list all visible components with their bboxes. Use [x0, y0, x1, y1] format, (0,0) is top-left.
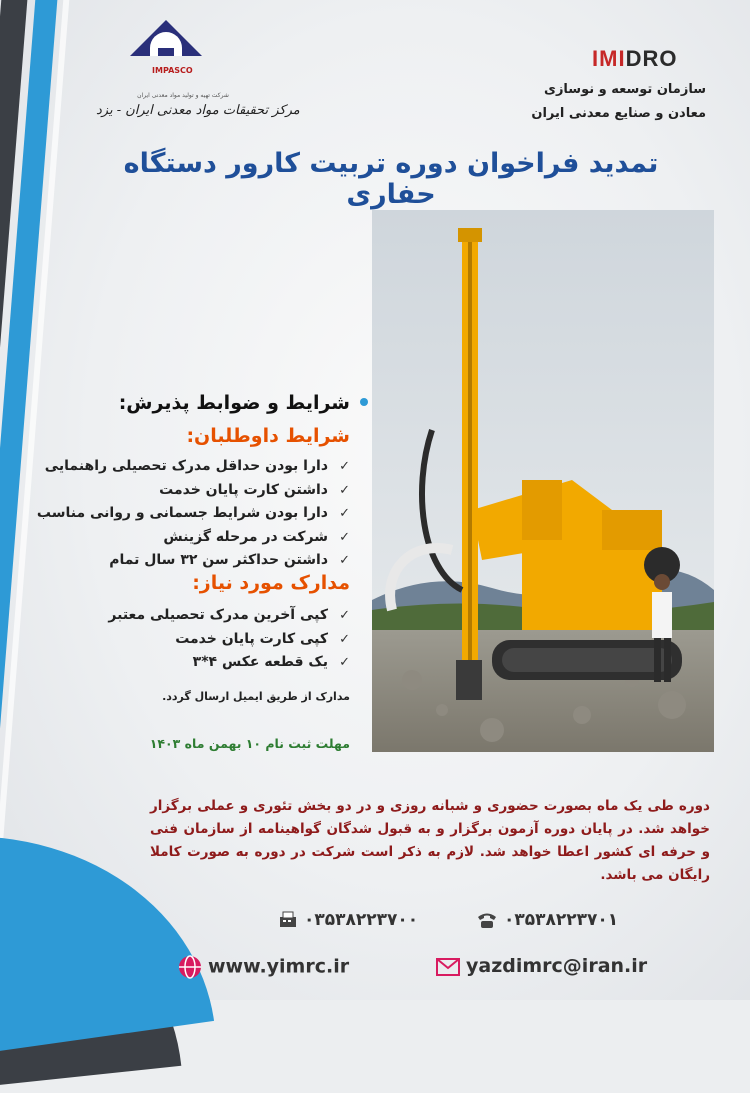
list-item	[37, 549, 350, 573]
list-item	[108, 628, 350, 652]
impasco-center-name: مرکز تحقیقات مواد معدنی ایران - یزد	[96, 103, 300, 118]
documents-list	[108, 604, 350, 675]
documents-heading: مدارک مورد نیاز:	[192, 572, 350, 594]
imidro-name-line2: معادن و صنایع معدنی ایران	[531, 106, 706, 121]
check-icon: ✓	[339, 459, 350, 474]
check-icon: ✓	[339, 608, 350, 623]
list-item	[108, 651, 350, 675]
check-icon: ✓	[339, 655, 350, 670]
phone-number: ۰۳۵۳۸۲۲۳۷۰۱	[504, 910, 619, 930]
applicants-heading: شرایط داوطلبان:	[186, 425, 350, 447]
imidro-logo-dark: DRO	[625, 46, 678, 71]
check-icon: ✓	[339, 529, 350, 545]
list-item	[37, 502, 350, 526]
check-icon: ✓	[339, 631, 350, 647]
website-link[interactable]: www.yimrc.ir	[208, 955, 350, 978]
impasco-company-line: شرکت تهیه و تولید مواد معدنی ایران	[137, 92, 229, 99]
course-details-paragraph: دوره طی یک ماه بصورت حضوری و شبانه روزی و در دو بخش تئوری و عملی برگزار خواهد شد. در پایان دوره آزمون برگزار و به قبول شدگان گواهینامه از سازمان فنی و حرفه ای کشور اعطا خواهد شد. لازم به ذکر است شرکت در دوره به صورت کاملا رایگان می باشد.	[150, 798, 710, 883]
imidro-logo	[592, 46, 677, 72]
page-title: تمدید فراخوان دوره تربیت کارور دستگاه حفاری	[123, 148, 659, 210]
fax-icon	[278, 911, 298, 929]
list-item-text: داشتن حداکثر سن ۳۲ سال تمام	[109, 552, 328, 568]
list-item-text: دارا بودن شرایط جسمانی و روانی مناسب	[36, 505, 328, 521]
check-icon: ✓	[339, 482, 350, 498]
check-icon: ✓	[339, 506, 350, 521]
list-item	[108, 604, 350, 628]
list-item-text: کپی آخرین مدرک تحصیلی معتبر	[108, 607, 328, 623]
email-link[interactable]: yazdimrc@iran.ir	[466, 955, 648, 977]
email-contact[interactable]	[436, 955, 647, 977]
drilling-rig-photo	[372, 210, 714, 752]
list-item-text: کپی کارت پایان خدمت	[175, 630, 328, 647]
website-contact[interactable]	[178, 955, 349, 979]
list-item-text: یک قطعه عکس ۴*۳	[192, 654, 328, 670]
list-item	[37, 455, 350, 479]
fax-contact	[278, 910, 418, 930]
phone-icon	[476, 911, 498, 929]
imidro-name-line1: سازمان توسعه و نوسازی	[544, 82, 706, 97]
globe-icon	[178, 955, 202, 979]
phone-contact	[476, 910, 618, 930]
conditions-heading: شرایط و ضوابط پذیرش:	[118, 392, 350, 414]
envelope-icon	[436, 958, 460, 976]
impasco-abbrev: IMPASCO	[152, 66, 193, 75]
list-item-text: شرکت در مرحله گزینش	[163, 528, 328, 545]
imidro-logo-red: IMI	[592, 46, 626, 71]
list-item	[37, 479, 350, 503]
list-item	[37, 526, 350, 550]
registration-deadline: مهلت ثبت نام ۱۰ بهمن ماه ۱۴۰۳	[149, 736, 350, 751]
applicants-list	[37, 455, 350, 573]
list-item-text: دارا بودن حداقل مدرک تحصیلی راهنمایی	[44, 458, 328, 474]
list-item-text: داشتن کارت پایان خدمت	[159, 481, 328, 498]
check-icon: ✓	[339, 553, 350, 568]
bullet-dot-icon	[360, 398, 368, 406]
fax-number: ۰۳۵۳۸۲۲۳۷۰۰	[304, 910, 419, 930]
email-note: مدارک از طریق ایمیل ارسال گردد.	[162, 690, 350, 703]
